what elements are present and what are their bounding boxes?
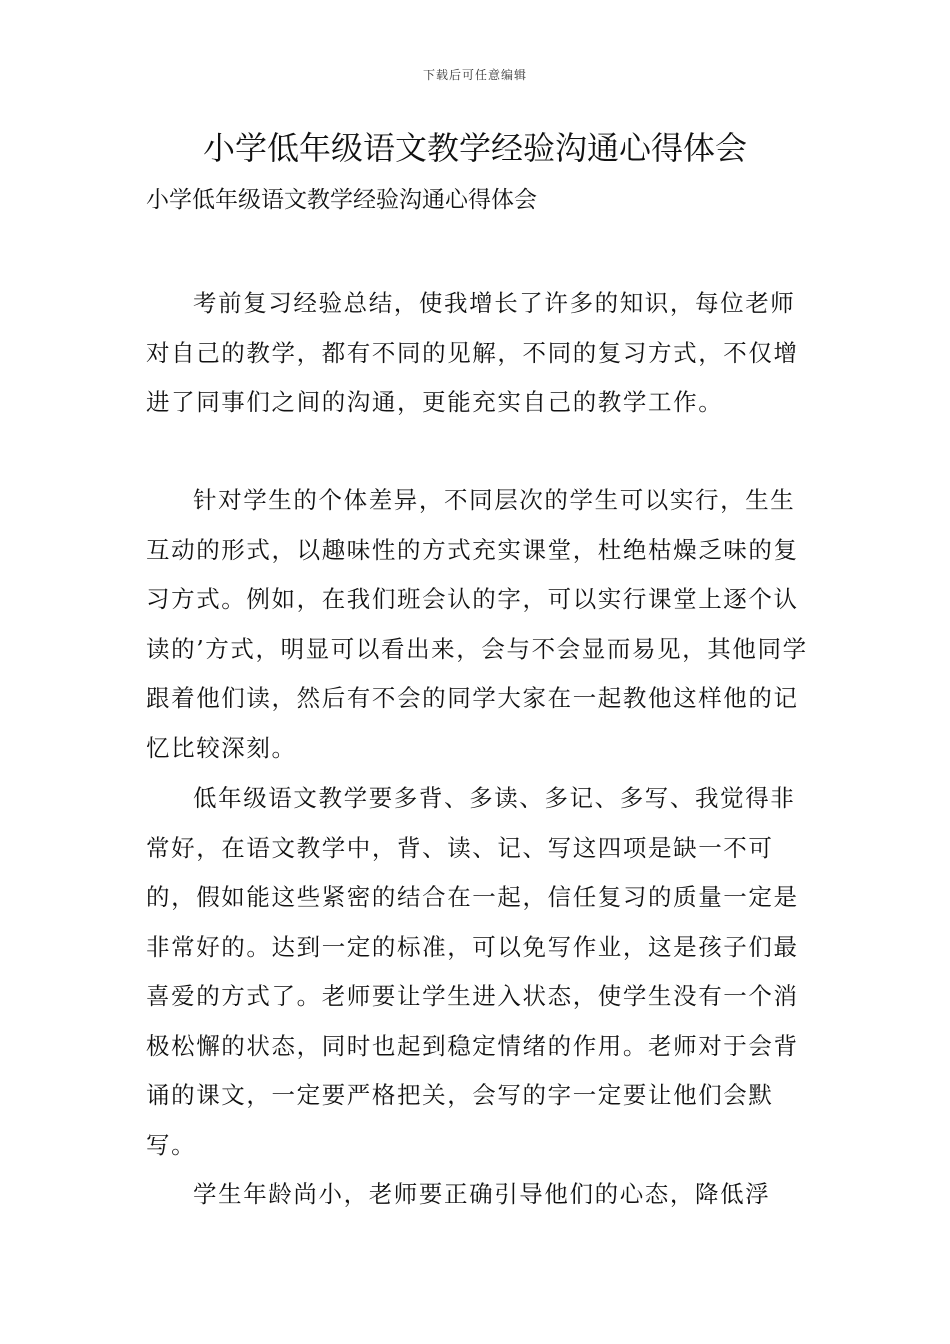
header-note: 下载后可任意编辑 [422, 68, 527, 82]
paragraph-block-2 [146, 476, 810, 773]
body-paragraph: 针对学生的个体差异，不同层次的学生可以实行，生生互动的形式，以趣味性的方式充实课堂，杜绝枯燥乏味的复习方式。例如，在我们班会认的字，可以实行课堂上逐个认读的’方式，明显可以看出来，会与不会显而易见，其他同学跟着他们读，然后有不会的同学大家在一起教他这样他的记忆比较深刻。 [146, 486, 808, 762]
document-title: 小学低年级语文教学经验沟通心得体会 [202, 129, 747, 167]
paragraph-block-1 [146, 279, 810, 428]
paragraph-block-4 [146, 1170, 810, 1220]
body-paragraph: 学生年龄尚小，老师要正确引导他们的心态，降低浮 [193, 1180, 771, 1208]
paragraph-block-3 [146, 774, 810, 1170]
document-subtitle: 小学低年级语文教学经验沟通心得体会 [146, 187, 537, 213]
body-paragraph: 考前复习经验总结，使我增长了许多的知识，每位老师对自己的教学，都有不同的见解，不同的复习方式，不仅增进了同事们之间的沟通，更能充实自己的教学工作。 [146, 289, 799, 416]
body-paragraph: 低年级语文教学要多背、多读、多记、多写、我觉得非常好，在语文教学中，背、读、记、写这四项是缺一不可的，假如能这些紧密的结合在一起，信任复习的质量一定是非常好的。达到一定的标准，可以免写作业，这是孩子们最喜爱的方式了。老师要让学生进入状态，使学生没有一个消极松懈的状态，同时也起到稳定情绪的作用。老师对于会背诵的课文，一定要严格把关，会写的字一定要让他们会默写。 [146, 784, 799, 1159]
